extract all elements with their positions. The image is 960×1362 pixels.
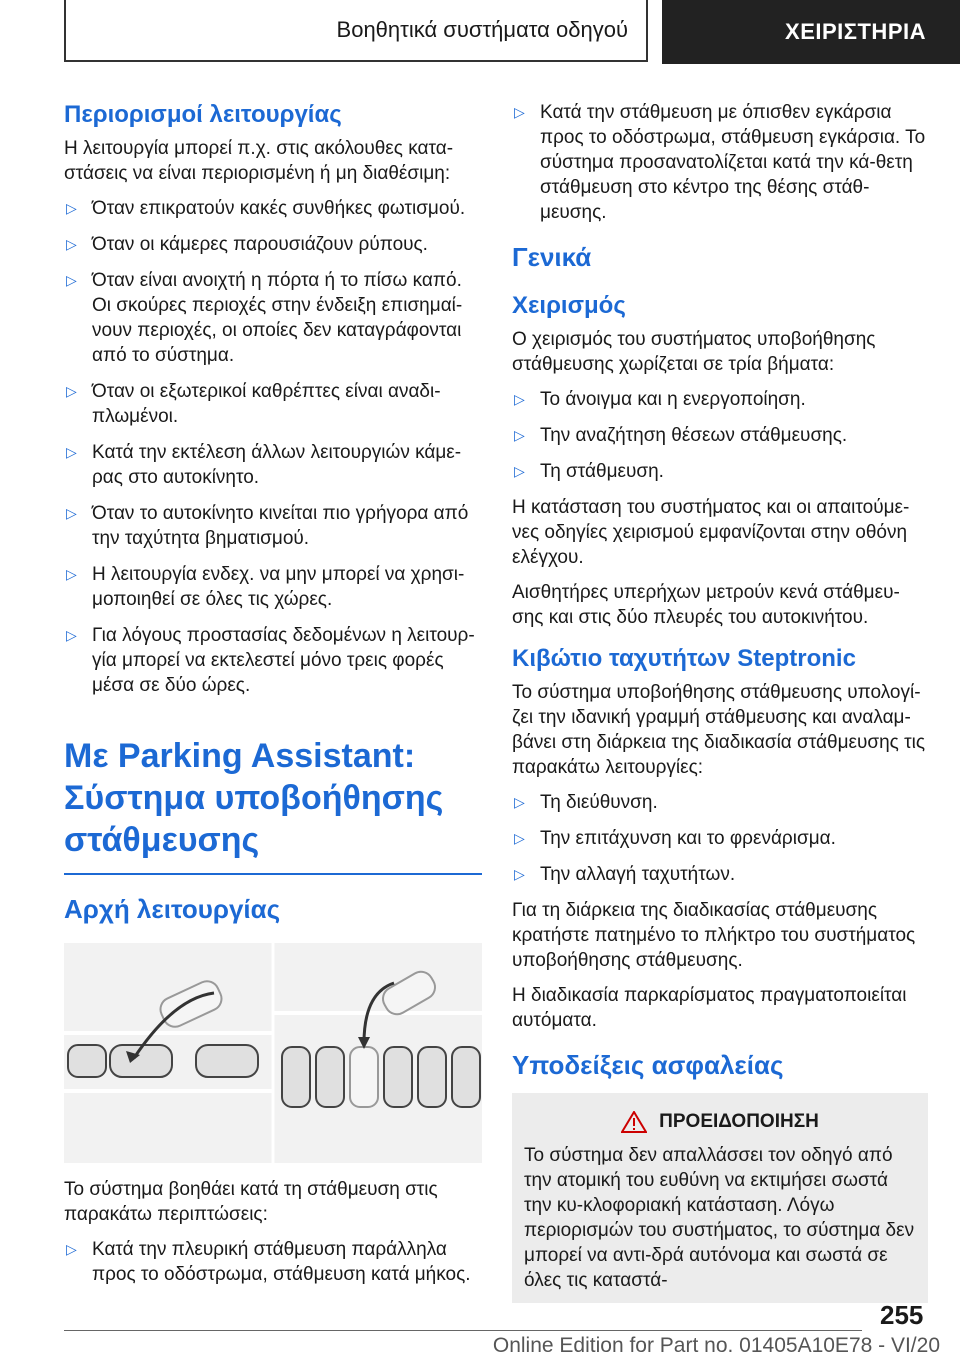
bullet-triangle-icon: ▷: [514, 830, 525, 846]
bullet-triangle-icon: ▷: [66, 505, 77, 521]
parking-illustration: [64, 943, 482, 1163]
warning-text: Το σύστημα δεν απαλλάσσει τον οδηγό από την ατομική του ευθύνη να εκτιμήσει σωστά την κυ-κλοφοριακή κατάσταση. Λόγω περιορισμών του συστήματος, το σύστημα δεν μπορεί να αντι-δρά αυτόνομα και σωστά σε όλες τις καταστά-: [524, 1145, 915, 1291]
bullet-triangle-icon: ▷: [514, 866, 525, 882]
steptronic-heading: Κιβώτιο ταχυτήτων Steptronic: [512, 645, 856, 672]
warning-triangle-icon: [621, 1111, 647, 1133]
general-heading: Γενικά: [512, 242, 592, 272]
footer-rule: [64, 1330, 862, 1331]
list-item: ▷ Για λόγους προστασίας δεδομένων η λειτουρ-γία μπορεί να εκτελεστεί μόνο τρεις φορές μέσα σε δύο ώρες.: [66, 625, 475, 696]
list-item: ▷ Όταν είναι ανοιχτή η πόρτα ή το πίσω καπό. Οι σκούρες περιοχές στην ένδειξη επισημαί-νουν περιοχές, οι οποίες δεν καταγράφονται από το σύστημα.: [66, 270, 463, 366]
figure-text: Το σύστημα βοηθάει κατά τη στάθμευση στις παρακάτω περιπτώσεις:: [64, 1179, 438, 1225]
auto-text: Η διαδικασία παρκαρίσματος πραγματοποιείται αυτόματα.: [512, 985, 907, 1031]
list-item: ▷ Την αλλαγή ταχυτήτων.: [514, 864, 736, 885]
list-item: ▷ Η λειτουργία ενδεχ. να μην μπορεί να χρησι-μοποιηθεί σε όλες τις χώρες.: [66, 564, 465, 610]
limits-heading: Περιορισμοί λειτουργίας: [64, 101, 342, 128]
warning-title: ΠΡΟΕΙΔΟΠΟΙΗΣΗ: [659, 1111, 819, 1132]
bullet-triangle-icon: ▷: [514, 391, 525, 407]
list-item: ▷ Το άνοιγμα και η ενεργοποίηση.: [514, 389, 806, 410]
bullet-triangle-icon: ▷: [66, 566, 77, 582]
list-item: ▷ Κατά την εκτέλεση άλλων λειτουργιών κάμε-ρας στο αυτοκίνητο.: [66, 442, 462, 488]
list-item: ▷ Την αναζήτηση θέσεων στάθμευσης.: [514, 425, 848, 446]
bullet-triangle-icon: ▷: [66, 383, 77, 399]
status-text: Η κατάσταση του συστήματος και οι απαιτούμε-νες οδηγίες χειρισμού εμφανίζονται στην οθόνη ελέγχου.: [512, 497, 910, 568]
main-heading: Με Parking Assistant: Σύστημα υποβοήθησης στάθμευσης: [64, 737, 444, 859]
safety-heading: Υποδείξεις ασφαλείας: [512, 1050, 784, 1080]
list-item: ▷ Τη στάθμευση.: [514, 461, 664, 482]
list-item: ▷ Τη διεύθυνση.: [514, 792, 658, 813]
bullet-triangle-icon: ▷: [514, 427, 525, 443]
right-column: [512, 100, 928, 1303]
list-item: ▷ Την επιτάχυνση και το φρενάρισμα.: [514, 828, 836, 849]
operation-heading: Χειρισμός: [512, 292, 626, 319]
warning-header: [524, 1111, 916, 1133]
sensors-text: Αισθητήρες υπερήχων μετρούν κενά στάθμευ-σης και στις δύο πλευρές του αυτοκινήτου.: [512, 582, 900, 628]
bullet-triangle-icon: ▷: [514, 794, 525, 810]
bullet-triangle-icon: ▷: [514, 463, 525, 479]
list-item: ▷ Όταν οι εξωτερικοί καθρέπτες είναι αναδι-πλωμένοι.: [66, 381, 441, 427]
bullet-triangle-icon: ▷: [66, 200, 77, 216]
principle-heading: Αρχή λειτουργίας: [64, 894, 281, 924]
parking-diagram-svg: [64, 943, 482, 1163]
duration-text: Για τη διάρκεια της διαδικασίας στάθμευσης κρατήστε πατημένο το πλήκτρο του συστήματος υποβοήθησης στάθμευσης.: [512, 900, 916, 971]
list-item: ▷ Όταν το αυτοκίνητο κινείται πιο γρήγορα από την ταχύτητα βηματισμού.: [66, 503, 469, 549]
bullet-triangle-icon: ▷: [66, 272, 77, 288]
list-item: ▷ Όταν επικρατούν κακές συνθήκες φωτισμού.: [66, 198, 466, 219]
bullet-triangle-icon: ▷: [66, 236, 77, 252]
list-item: ▷ Όταν οι κάμερες παρουσιάζουν ρύπους.: [66, 234, 428, 255]
bullet-triangle-icon: ▷: [66, 1241, 77, 1257]
list-item: ▷ Κατά την πλευρική στάθμευση παράλληλα προς το οδόστρωμα, στάθμευση κατά μήκος.: [66, 1239, 471, 1285]
footer-edition: Online Edition for Part no. 01405A10E78 - VI/20: [492, 1334, 940, 1357]
limits-intro: Η λειτουργία μπορεί π.χ. στις ακόλουθες κατα-στάσεις να είναι περιορισμένη ή μη διαθέσιμη:: [64, 138, 454, 184]
heading-rule: [64, 873, 482, 875]
list-item: ▷ Κατά την στάθμευση με όπισθεν εγκάρσια προς το οδόστρωμα, στάθμευση εγκάρσια. Το σύστημα προσανατολίζεται κατά την κά-θετη στάθμευση στο κέντρο της θέσης στάθ-μευσης.: [514, 102, 926, 223]
left-column: [64, 100, 482, 1298]
steptronic-text: Το σύστημα υποβοήθησης στάθμευσης υπολογί-ζει την ιδανική γραμμή στάθμευσης και αναλαμ-βάνει στη διάρκεια της διαδικασία στάθμευσης τις παρακάτω λειτουργίες:: [512, 682, 925, 778]
chapter-title: ΧΕΙΡΙΣΤΗΡΙΑ: [662, 0, 960, 64]
bullet-triangle-icon: ▷: [66, 444, 77, 460]
page-number: 255: [880, 1300, 924, 1330]
limits-list: [64, 196, 482, 698]
bullet-triangle-icon: ▷: [514, 104, 525, 120]
warning-box: [512, 1093, 928, 1303]
operation-text: Ο χειρισμός του συστήματος υποβοήθησης στάθμευσης χωρίζεται σε τρία βήματα:: [512, 329, 876, 375]
section-title: Βοηθητικά συστήματα οδηγού: [64, 0, 648, 62]
page-header: [0, 0, 960, 66]
bullet-triangle-icon: ▷: [66, 627, 77, 643]
